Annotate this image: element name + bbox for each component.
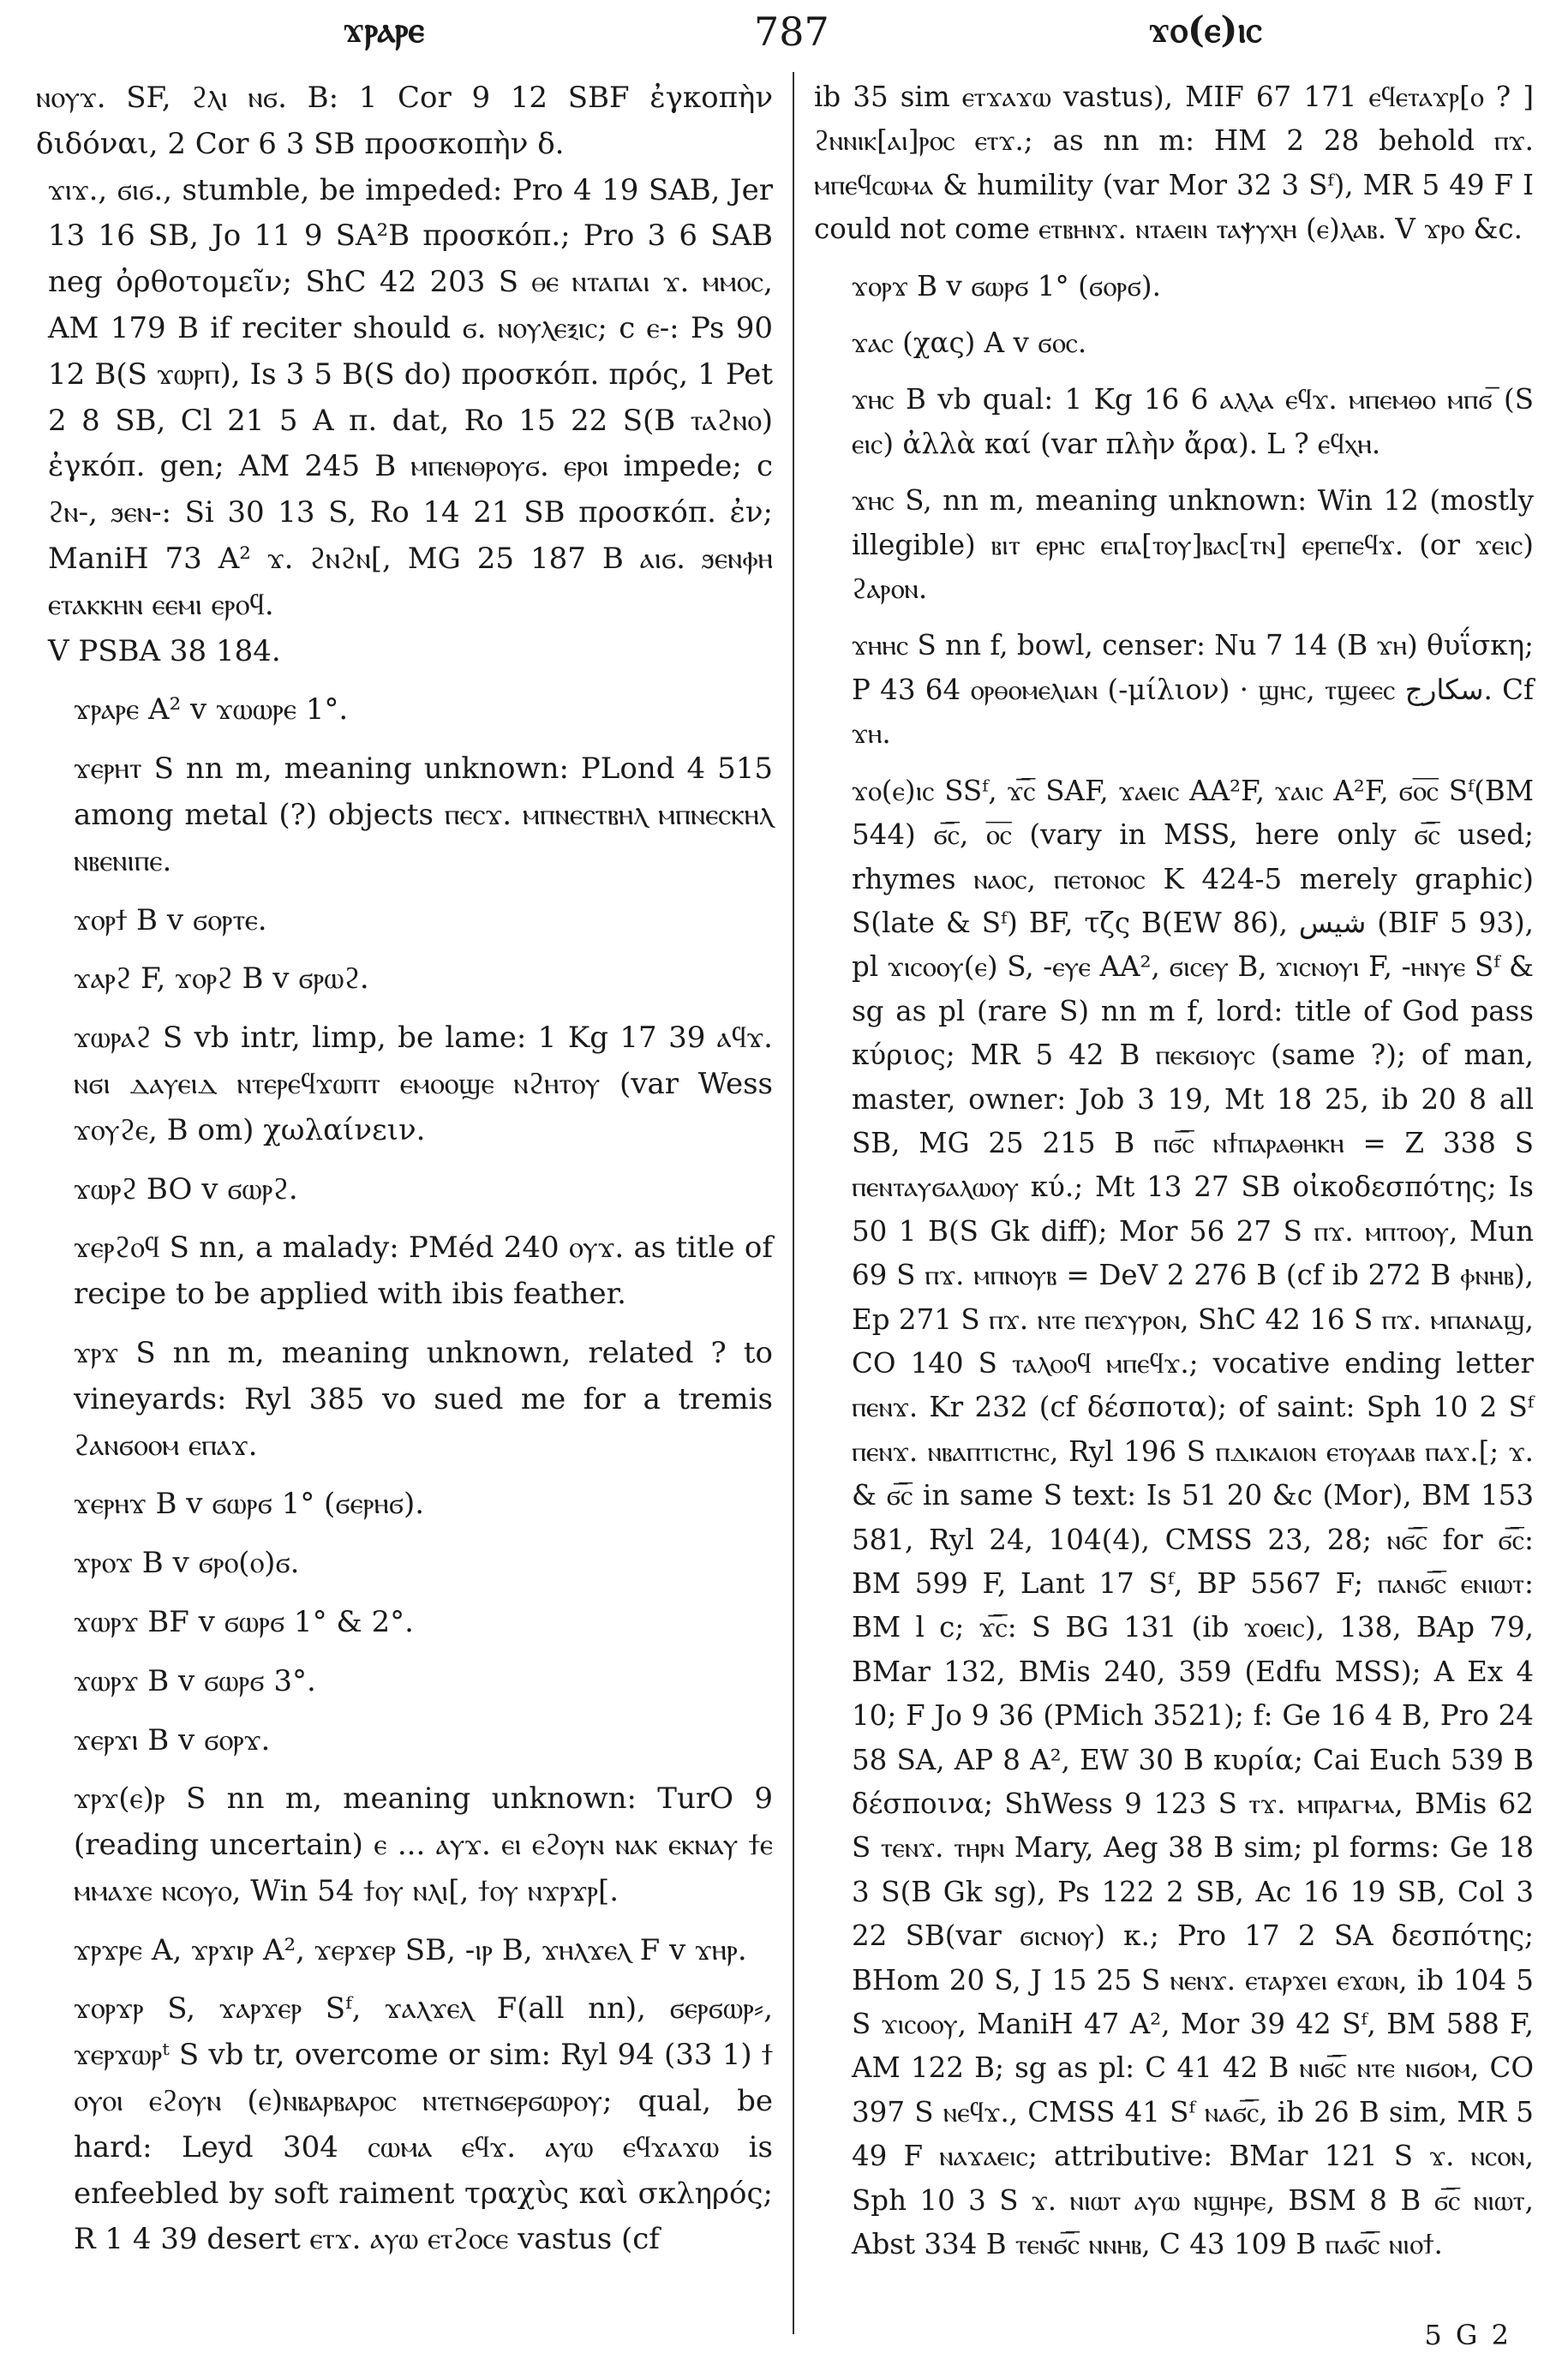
page-number: 787 <box>754 9 829 55</box>
signature-mark: 5 G 2 <box>1424 2319 1511 2351</box>
column-divider <box>793 72 794 2334</box>
dictionary-entry: ϫⲏⲥ S, nn m, meaning unknown: Win 12 (mostly illegible) ⲃⲓⲧ ⲉⲣⲏⲥ ⲉⲡⲁ[ⲧⲟⲩ]ⲃⲁⲥ[ⲧⲛ] ⲉⲣⲉⲡⲉϥϫ. (or ϫⲉⲓⲥ) ϩⲁⲣⲟⲛ. <box>852 484 1534 606</box>
dictionary-entry: ϫⲟⲣϫ B v ϭⲱⲣϭ 1° (ϭⲟⲣϭ). <box>852 269 1161 302</box>
left-column <box>36 75 773 2263</box>
dictionary-entry: ϫⲉⲣⲏⲧ S nn m, meaning unknown: PLond 4 515 among metal (?) objects ⲡⲉⲥϫ. ⲙⲡⲛⲉⲥⲧⲃⲏⲗ ⲙⲡⲛⲉⲥⲕⲏⲗ ⲛⲃⲉⲛⲓⲡⲉ. <box>74 751 773 878</box>
entry-continuation: ⲛⲟⲩϫ. SF, ϩⲗⲓ ⲛϭ. B: 1 Cor 9 12 SBF ἐγκοπὴν διδόναι, 2 Cor 6 3 SB προσκοπὴν δ. <box>36 81 773 161</box>
dictionary-entry: ϫⲟⲣϯ B v ϭⲟⲣⲧⲉ. <box>74 902 267 937</box>
dictionary-entry: ϫⲉⲣⲏϫ B v ϭⲱⲣϭ 1° (ϭⲉⲣⲏϭ). <box>74 1487 425 1522</box>
dictionary-entry: ϫⲟⲣϫⲣ S, ϫⲁⲣϫⲉⲣ Sᶠ, ϫⲁⲗϫⲉⲗ F(all nn), ϭⲉⲣϭⲱⲣ⸗, ϫⲉⲣϫⲱⲣᵗ S vb tr, overcome or sim: Ryl 94 (33 1) ϯ ⲟⲩⲟⲓ ⲉϩⲟⲩⲛ (ⲉ)ⲛⲃⲁⲣⲃⲁⲣⲟⲥ ⲛⲧⲉⲧⲛϭⲉⲣϭⲱⲣⲟⲩ; qual, be hard: Leyd 304 ⲥⲱⲙⲁ ⲉϥϫ. ⲁⲩⲱ ⲉϥϫⲁϫⲱ is enfeebled by soft raiment τραχὺς καὶ σκληρός; R 1 4 39 desert ⲉⲧϫ. ⲁⲩⲱ ⲉⲧϩⲟⲥⲉ vastus (cf <box>74 1991 773 2257</box>
dictionary-entry: ϫⲟ(ⲉ)ⲓⲥ SSᶠ, ϫ̅ⲥ̅ SAF, ϫⲁⲉⲓⲥ AA²F, ϫⲁⲓⲥ A²F, ϭⲟ̅ⲥ̅ Sᶠ(BM 544) ϭ̅ⲥ̅, ⲟ̅ⲥ̅ (vary in MSS, here only ϭ̅ⲥ̅ used; rhymes ⲛⲁⲟⲥ, ⲡⲉⲧⲟⲛⲟⲥ K 424-5 merely graphic) S(late & Sᶠ) BF, τζς B(EW 86), شيس (BIF 5 93), pl ϫⲓⲥⲟⲟⲩ(ⲉ) S, -ⲉⲩⲉ AA², ϭⲓⲥⲉⲩ B, ϫⲓⲥⲛⲟⲩⲓ F, -ⲏⲛⲩⲉ Sᶠ & sg as pl (rare S) nn m f, lord: title of God pass κύριος; MR 5 42 B ⲡⲉⲕϭⲓⲟⲩⲥ (same ?); of man, master, owner: Job 3 19, Mt 18 25, ib 20 8 all SB, MG 25 215 B ⲡϭ̅ⲥ̅ ⲛϯⲡⲁⲣⲁⲑⲏⲕⲏ = Z 338 S ⲡⲉⲛⲧⲁⲩϭⲁⲗⲱⲟⲩ κύ.; Mt 13 27 SB οἰκοδεσπότης; Is 50 1 B(S Gk diff); Mor 56 27 S ⲡϫ. ⲙⲡⲧⲟⲟⲩ, Mun 69 S ⲡϫ. ⲙⲡⲛⲟⲩⲃ = DeV 2 276 B (cf ib 272 B ⲫⲛⲏⲃ), Ep 271 S ⲡϫ. ⲛⲧⲉ ⲡⲉϫⲩⲣⲟⲛ, ShC 42 16 S ⲡϫ. ⲙⲡⲁⲛⲁϣ, CO 140 S ⲧⲁⲗⲟⲟϥ ⲙⲡⲉϥϫ.; vocative ending letter ⲡⲉⲛϫ. Kr 232 (cf δέσποτα); of saint: Sph 10 2 Sᶠ ⲡⲉⲛϫ. ⲛⲃⲁⲡⲧⲓⲥⲧⲏⲥ, Ryl 196 S ⲡⲇⲓⲕⲁⲓⲟⲛ ⲉⲧⲟⲩⲁⲁⲃ ⲡⲁϫ.[; ϫ. & ϭ̅ⲥ̅ in same S text: Is 51 20 &c (Mor), BM 153 581, Ryl 24, 104(4), CMSS 23, 28; ⲛϭ̅ⲥ̅ for ϭ̅ⲥ̅: BM 599 F, Lant 17 Sᶠ, BP 5567 F; ⲡⲁⲛϭ̅ⲥ̅ ⲉⲛⲓⲱⲧ: BM l c; ϫ̅ⲥ̅: S BG 131 (ib ϫⲟⲉⲓⲥ), 138, BAp 79, BMar 132, BMis 240, 359 (Edfu MSS); A Ex 4 10; F Jo 9 36 (PMich 3521); f: Ge 16 4 B, Pro 24 58 SA, AP 8 A², EW 30 B κυρία; Cai Euch 539 B δέσποινα; ShWess 9 123 S ⲧϫ. ⲙⲡⲣⲁⲅⲙⲁ, BMis 62 S ⲧⲉⲛϫ. ⲧⲏⲣⲛ Mary, Aeg 38 B sim; pl forms: Ge 18 3 S(B Gk sg), Ps 122 2 SB, Ac 16 19 SB, Col 3 22 SB(var ϭⲓⲥⲛⲟⲩ) κ.; Pro 17 2 SA δεσπότης; BHom 20 S, J 15 25 S ⲛⲉⲛϫ. ⲉⲧⲁⲣϫⲉⲓ ⲉϫⲱⲛ, ib 104 5 S ϫⲓⲥⲟⲟⲩ, ManiH 47 A², Mor 39 42 Sᶠ, BM 588 F, AM 122 B; sg as pl: C 41 42 B ⲛⲓϭ̅ⲥ̅ ⲛⲧⲉ ⲛⲓϭⲟⲙ, CO 397 S ⲛⲉϥϫ., CMSS 41 Sᶠ ⲛⲁϭ̅ⲥ̅, ib 26 B sim, MR 5 49 F ⲛⲁϫⲁⲉⲓⲥ; attributive: BMar 121 S ϫ. ⲛⲥⲟⲛ, Sph 10 3 S ϫ. ⲛⲓⲱⲧ ⲁⲩⲱ ⲛϣⲏⲣⲉ, BSM 8 B ϭ̅ⲥ̅ ⲛⲓⲱⲧ, Abst 334 B ⲧⲉⲛϭ̅ⲥ̅ ⲛⲛⲏⲃ, C 43 109 B ⲡⲁϭ̅ⲥ̅ ⲛⲓⲟϯ. <box>852 774 1534 2261</box>
dictionary-entry: ϫⲏⲏⲥ S nn f, bowl, censer: Nu 7 14 (B ϫⲏ) θυΐσκη; P 43 64 ⲟⲣⲑⲟⲙⲉⲗⲓⲁⲛ (-μίλιον) · ϣⲏⲥ, ⲧϣⲉⲉⲥ سكارج. Cf ϫⲏ. <box>852 629 1535 751</box>
dictionary-entry: ϫⲱⲣϫ B v ϭⲱⲣϭ 3°. <box>74 1663 316 1698</box>
dictionary-entry: ϫⲉⲣϫⲓ B v ϭⲟⲣϫ. <box>74 1722 271 1757</box>
running-head-right: ϫⲟ(ⲉ)ⲓⲥ <box>1148 9 1262 51</box>
dictionary-entry: ϫⲱⲣⲁϩ S vb intr, limp, be lame: 1 Kg 17 39 ⲁϥϫ. ⲛϭⲓ ⲇⲁⲩⲉⲓⲇ ⲛⲧⲉⲣⲉϥϫⲱⲡⲧ ⲉⲙⲟⲟϣⲉ ⲛϩⲏⲧⲟⲩ (var Wess ϫⲟⲩϩⲉ, B om) χωλαίνειν. <box>74 1021 773 1147</box>
dictionary-entry: ϫⲏⲥ B vb qual: 1 Kg 16 6 ⲁⲗⲗⲁ ⲉϥϫ. ⲙⲡⲉⲙⲑⲟ ⲙⲡϭ̅ (S ⲉⲓⲥ) ἀλλὰ καί (var πλὴν ἄρα). L ? ⲉϥⲭⲏ. <box>852 383 1534 460</box>
dictionary-entry: ϫⲁⲥ (χας) A v ϭⲟⲥ. <box>852 326 1087 360</box>
dictionary-entry: ϫⲣϫ S nn m, meaning unknown, related ? to vineyards: Ryl 385 vo sued me for a tremis ϩⲁⲛϭⲟⲟⲙ ⲉⲡⲁϫ. <box>74 1335 773 1463</box>
entry-subsection: ϫⲓϫ., ϭⲓϭ., stumble, be impeded: Pro 4 19 SAB, Jer 13 16 SB, Jo 11 9 SA²B προσκόπ.; Pro 3 6 SAB neg ὀρθοτομεῖν; ShC 42 203 S ⲑⲉ ⲛⲧⲁⲡⲁⲓ ϫ. ⲙⲙⲟⲥ, AM 179 B if reciter should ϭ. ⲛⲟⲩⲗⲉⲝⲓⲥ; c ⲉ-: Ps 90 12 B(S ϫⲱⲣⲡ), Is 3 5 B(S do) προσκόπ. πρός, 1 Pet 2 8 SB, Cl 21 5 A π. dat, Ro 15 22 S(B ⲧⲁϩⲛⲟ) ἐγκόπ. gen; AM 245 B ⲙⲡⲉⲛⲑⲣⲟⲩϭ. ⲉⲣⲟⲓ impede; c ϩⲛ-, ϧⲉⲛ-: Si 30 13 S, Ro 14 21 SB προσκόπ. ἐν; ManiH 73 A² ϫ. ϩⲛϩⲛ[, MG 25 187 B ⲁⲓϭ. ϧⲉⲛⲫⲏ ⲉⲧⲁⲕⲕⲏⲛ ⲉⲉⲙⲓ ⲉⲣⲟϥ. <box>48 172 773 622</box>
dictionary-entry: ϫⲉⲣϩⲟϥ S nn, a malady: PMéd 240 ⲟⲩϫ. as title of recipe to be applied with ibis feather. <box>74 1230 773 1312</box>
dictionary-entry: ϫⲣϫ(ⲉ)ⲣ S nn m, meaning unknown: TurO 9 (reading uncertain) ⲉ ... ⲁⲩϫ. ⲉⲓ ⲉϩⲟⲩⲛ ⲛⲁⲕ ⲉⲕⲛⲁⲩ ϯⲉ ⲙⲙⲁϫⲉ ⲛⲥⲟⲩⲟ, Win 54 ϯⲟⲩ ⲛⲗⲓ[, ϯⲟⲩ ⲛϫⲣϫⲣ[. <box>74 1781 773 1908</box>
entry-continuation: ib 35 sim ⲉⲧϫⲁϫⲱ vastus), MIF 67 171 ⲉϥⲉⲧⲁϫⲣ[ⲟ ? ] ϩⲛⲛⲓⲕ[ⲁⲓ]ⲣⲟⲥ ⲉⲧϫ.; as nn m: HM 2 28 behold ⲡϫ. ⲙⲡⲉϥⲥⲱⲙⲁ & humility (var Mor 32 3 Sᶠ), MR 5 49 F I could not come ⲉⲧⲃⲏⲛϫ. ⲛⲧⲁⲉⲓⲛ ⲧⲁⲯⲩⲭⲏ (ⲉ)ⲗⲁⲃ. V ϫⲣⲟ &c. <box>814 81 1534 246</box>
entry-reference: V PSBA 38 184. <box>48 633 281 668</box>
dictionary-entry: ϫⲣⲁⲣⲉ A² v ϫⲱⲱⲣⲉ 1°. <box>74 692 349 727</box>
dictionary-entry: ϫⲁⲣϩ F, ϫⲟⲣϩ B v ϭⲣⲱϩ. <box>74 961 369 997</box>
right-column <box>814 75 1534 2267</box>
dictionary-entry: ϫⲣⲟϫ B v ϭⲣⲟ(ⲟ)ϭ. <box>74 1546 300 1581</box>
dictionary-entry: ϫⲱⲣϩ BO v ϭⲱⲣϩ. <box>74 1171 298 1206</box>
dictionary-entry: ϫⲱⲣϫ BF v ϭⲱⲣϭ 1° & 2°. <box>74 1604 414 1639</box>
dictionary-entry: ϫⲣϫⲣⲉ A, ϫⲣϫⲓⲣ A², ϫⲉⲣϫⲉⲣ SB, -ⲓⲣ B, ϫⲏⲗϫⲉⲗ F v ϫⲏⲣ. <box>74 1932 747 1967</box>
running-head-left: ϫⲣⲁⲣⲉ <box>343 9 425 51</box>
